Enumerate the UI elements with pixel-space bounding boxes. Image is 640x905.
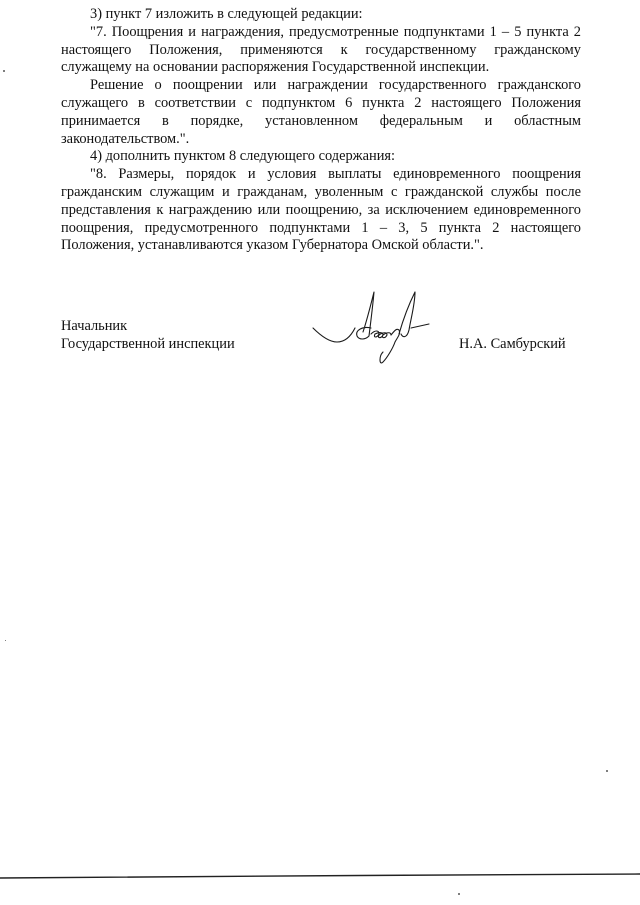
signatory-position-line2: Государственной инспекции	[61, 335, 235, 352]
signatory-position	[61, 318, 235, 354]
document-body	[61, 6, 581, 255]
signature-block	[61, 318, 581, 398]
paragraph-item-4-intro: 4) дополнить пунктом 8 следующего содержания:	[90, 148, 396, 165]
paragraph-item-3-intro: 3) пункт 7 изложить в следующей редакции:	[90, 6, 363, 22]
signatory-name: Н.А. Самбурский	[459, 335, 566, 352]
scan-speck	[3, 70, 5, 72]
scan-speck	[606, 770, 608, 772]
scan-speck	[5, 640, 6, 641]
paragraph-item-8-text: "8. Размеры, порядок и условия выплаты единовременного поощрения гражданским служащим и гражданам, уволенным с гражданской службы после представления к награждению или поощрению, за исключением единовременного поощрения, предусмотренного подпунктами 1 – 3, 5 пункта 2 настоящего Положения, устанавливаются указом Губернатора Омской области.".	[61, 166, 581, 254]
handwritten-signature	[311, 290, 451, 380]
paragraph-decision: Решение о поощрении или награждении государственного гражданского служащего в соответствии с подпунктом 6 пункта 2 настоящего Положения принимается в порядке, установленном федеральным и областным законодательством.".	[61, 77, 581, 147]
paragraph-item-7-text: "7. Поощрения и награждения, предусмотренные подпунктами 1 – 5 пункта 2 настоящего Положения, применяются к государственному гражданскому служащему на основании распоряжения Государственной инспекции.	[61, 23, 581, 76]
scan-speck	[458, 893, 460, 895]
signatory-position-line1: Начальник	[61, 318, 128, 334]
scan-bottom-edge-line	[0, 872, 640, 882]
